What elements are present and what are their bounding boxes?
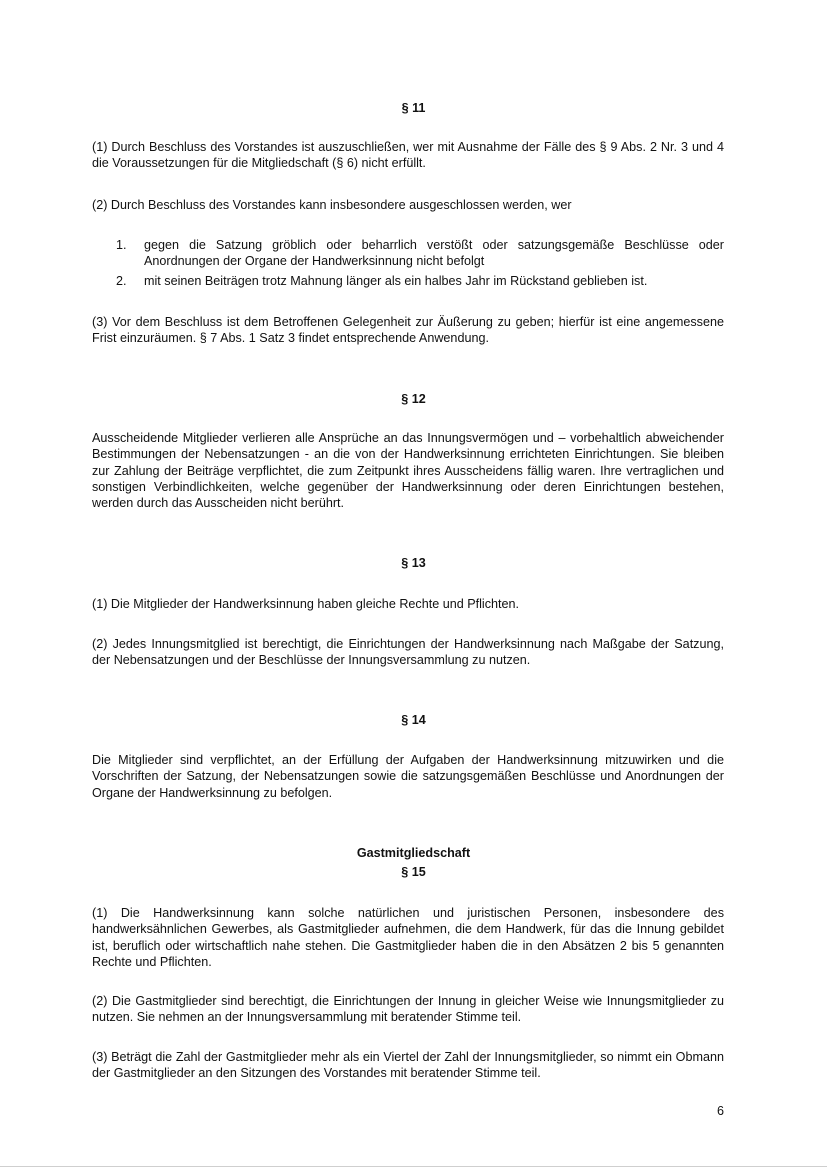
section-13-paragraph-1: (1) Die Mitglieder der Handwerksinnung haben gleiche Rechte und Pflichten. [92, 597, 520, 611]
list-item-text: mit seinen Beiträgen trotz Mahnung länger als ein halbes Jahr im Rückstand geblieben ist. [144, 274, 648, 288]
section-15-heading: § 15 [401, 865, 426, 879]
section-11-heading: § 11 [401, 101, 426, 115]
section-11-paragraph-3: (3) Vor dem Beschluss ist dem Betroffenen Gelegenheit zur Äußerung zu geben; hierfür ist eine angemessene Frist einzuräumen. § 7 Abs. 1 Satz 3 findet entsprechende Anwendung. [92, 315, 724, 346]
section-11-paragraph-2: (2) Durch Beschluss des Vorstandes kann insbesondere ausgeschlossen werden, wer [92, 198, 572, 212]
list-item-number: 2. [116, 274, 127, 288]
page-number: 6 [716, 1104, 724, 1118]
section-11-paragraph-1: (1) Durch Beschluss des Vorstandes ist auszuschließen, wer mit Ausnahme der Fälle des § 9 Abs. 2 Nr. 3 und 4 die Voraussetzungen für die Mitgliedschaft (§ 6) nicht erfüllt. [92, 140, 724, 171]
section-15-title: Gastmitgliedschaft [356, 846, 471, 860]
section-14-heading: § 14 [401, 713, 426, 727]
list-item-text: gegen die Satzung gröblich oder beharrlich verstößt oder satzungsgemäße Beschlüsse oder Anordnungen der Organe der Handwerksinnung nicht befolgt [144, 238, 724, 269]
section-12-heading: § 12 [401, 392, 426, 406]
list-item-number: 1. [116, 238, 127, 252]
section-15-paragraph-1: (1) Die Handwerksinnung kann solche natürlichen und juristischen Personen, insbesondere des handwerksähnlichen Gewerbes, als Gastmitglieder aufnehmen, die dem Handwerk, für das die Innung gebildet ist, beruflich oder wirtschaftlich nahe stehen. Die Gastmitglieder haben die in den Absätzen 2 bis 5 genannten Rechte und Pflichten. [92, 906, 724, 969]
list-item [116, 237, 724, 270]
section-12-paragraph: Ausscheidende Mitglieder verlieren alle Ansprüche an das Innungsvermögen und – vorbehaltlich abweichender Bestimmungen der Nebensatzungen - an die von der Handwerksinnung errichteten Einrichtungen. Sie bleiben zur Zahlung der Beiträge verpflichtet, die zum Zeitpunkt ihres Ausscheidens fällig waren. Ihre vertraglichen und sonstigen Verbindlichkeiten, welche gegenüber der Handwerksinnung oder deren Einrichtungen bestehen, werden durch das Ausscheiden nicht berührt. [92, 431, 724, 511]
page-edge-divider [0, 1166, 827, 1167]
section-13-paragraph-2: (2) Jedes Innungsmitglied ist berechtigt, die Einrichtungen der Handwerksinnung nach Maßgabe der Satzung, der Nebensatzungen und der Beschlüsse der Innungsversammlung zu nutzen. [92, 637, 724, 668]
section-15-paragraph-3: (3) Beträgt die Zahl der Gastmitglieder mehr als ein Viertel der Zahl der Innungsmitglieder, so nimmt ein Obmann der Gastmitglieder an den Sitzungen des Vorstandes mit beratender Stimme teil. [92, 1050, 724, 1081]
section-15-paragraph-2: (2) Die Gastmitglieder sind berechtigt, die Einrichtungen der Innung in gleicher Weise wie Innungsmitglieder zu nutzen. Sie nehmen an der Innungsversammlung mit beratender Stimme teil. [92, 994, 724, 1025]
section-13-heading: § 13 [401, 556, 426, 570]
list-item [116, 273, 724, 290]
section-14-paragraph: Die Mitglieder sind verpflichtet, an der Erfüllung der Aufgaben der Handwerksinnung mitzuwirken und die Vorschriften der Satzung, der Nebensatzungen sowie die satzungsgemäßen Beschlüsse und Anordnungen der Organe der Handwerksinnung zu befolgen. [92, 753, 724, 800]
